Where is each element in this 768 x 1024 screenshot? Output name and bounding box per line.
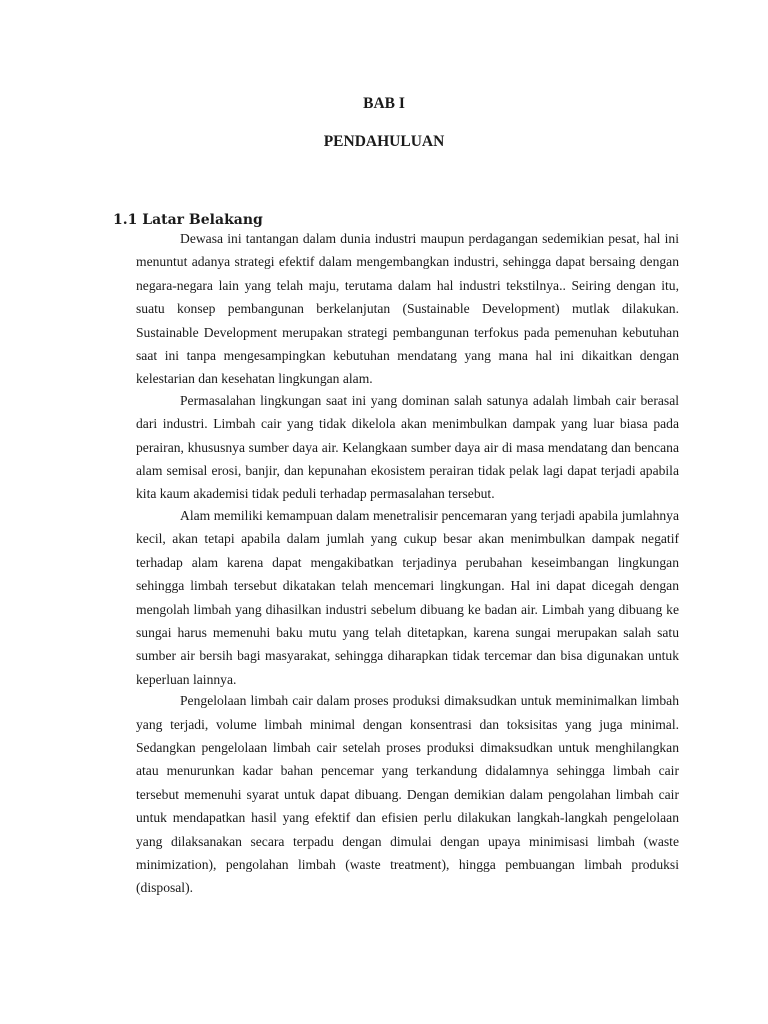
chapter-title: PENDAHULUAN [323,133,445,150]
paragraph-2: Permasalahan lingkungan saat ini yang dominan salah satunya adalah limbah cair berasal dari industri. Limbah cair yang tidak dikelola akan menimbulkan dampak yang luar biasa pada perairan, khususnya sumber daya air. Kelangkaan sumber daya air di masa mendatang dan bencana alam semisal erosi, banjir, dan kepunahan ekosistem perairan tidak pelak lagi dapat terjadi apabila kita kaum akademisi tidak peduli terhadap permasalahan tersebut. [136,392,679,502]
body-text [136,227,679,900]
paragraph-3: Alam memiliki kemampuan dalam menetralisir pencemaran yang terjadi apabila jumlahnya kecil, akan tetapi apabila dalam jumlah yang cukup besar akan menimbulkan dampak negatif terhadap alam karena dapat mengakibatkan terjadinya perubahan keseimbangan lingkungan sehingga limbah tersebut dikatakan telah mencemari lingkungan. Hal ini dapat dicegah dengan mengolah limbah yang dihasilkan industri sebelum dibuang ke badan air. Limbah yang dibuang ke sungai harus memenuhi baku mutu yang telah ditetapkan, karena sungai merupakan salah satu sumber air bersih bagi masyarakat, sehingga diharapkan tidak tercemar dan bisa digunakan untuk keperluan lainnya. [136,507,679,687]
paragraph-4: Pengelolaan limbah cair dalam proses produksi dimaksudkan untuk meminimalkan limbah yang terjadi, volume limbah minimal dengan konsentrasi dan toksisitas yang juga minimal. Sedangkan pengelolaan limbah cair setelah proses produksi dimaksudkan untuk menghilangkan atau menurunkan kadar bahan pencemar yang terkandung didalamnya sehingga limbah cair tersebut memenuhi syarat untuk dapat dibuang. Dengan demikian dalam pengolahan limbah cair untuk mendapatkan hasil yang efektif dan efisien perlu dilakukan langkah-langkah pengelolaan yang dilaksanakan secara terpadu dengan dimulai dengan upaya minimisasi limbah (waste minimization), pengolahan limbah (waste treatment), hingga pembuangan limbah produksi (disposal). [136,693,679,896]
chapter-number: BAB I [363,95,405,112]
paragraph-1: Dewasa ini tantangan dalam dunia industri maupun perdagangan sedemikian pesat, hal ini menuntut adanya strategi efektif dalam mengembangkan industri, sehingga dapat bersaing dengan negara-negara lain yang telah maju, terutama dalam hal industri tekstilnya.. Seiring dengan itu, suatu konsep pembangunan berkelanjutan (Sustainable Development) mutlak dilakukan. Sustainable Development merupakan strategi pembangunan terfokus pada pemenuhan kebutuhan saat ini tanpa mengesampingkan kebutuhan mendatang yang mana hal ini dikaitkan dengan kelestarian dan kesehatan lingkungan alam. [136,231,679,387]
section-heading: 1.1 Latar Belakang [113,212,263,228]
